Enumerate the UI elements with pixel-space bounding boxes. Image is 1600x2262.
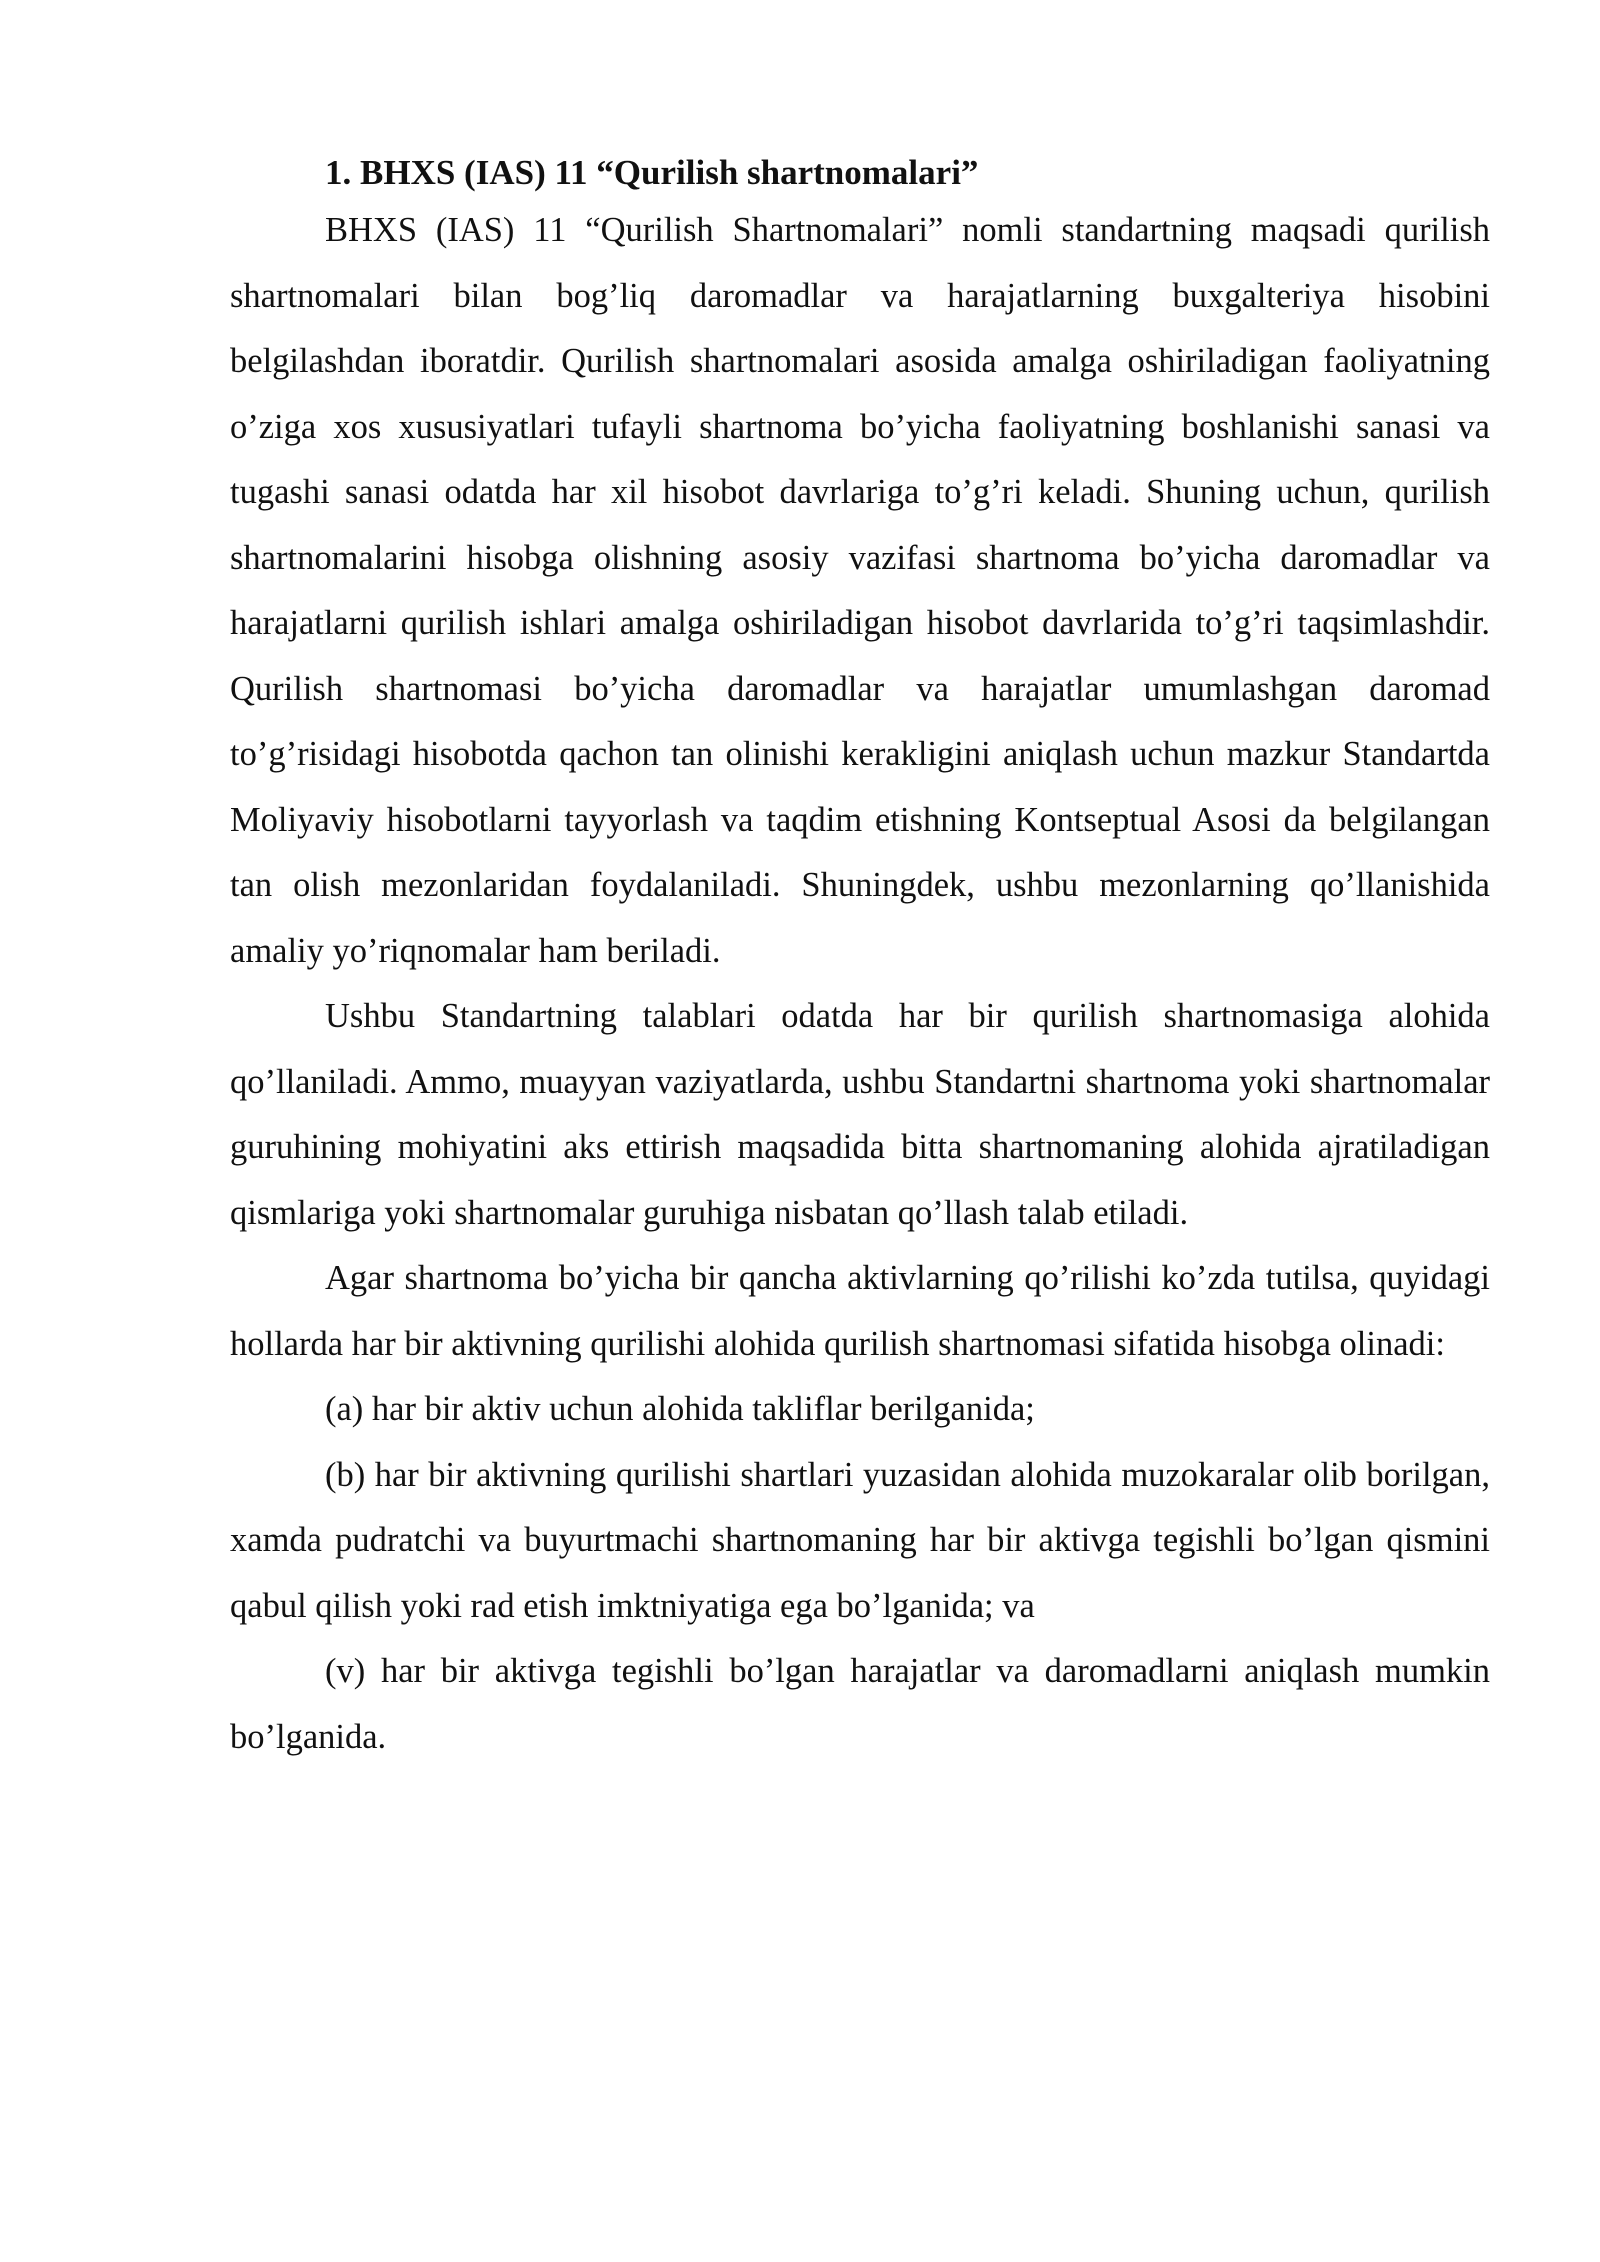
document-body <box>230 148 1490 1770</box>
list-item-a: (a) har bir aktiv uchun alohida takliflar berilganida; <box>325 1390 1035 1428</box>
paragraph-requirements: Ushbu Standartning talablari odatda har bir qurilish shartnomasiga alohida qo’llaniladi. Ammo, muayyan vaziyatlarda, ushbu Standartni shartnoma yoki shartnomalar guruhining mohiyatini aks ettirish maqsadida bitta shartnomaning alohida ajratiladigan qismlariga yoki shartnomalar guruhiga nisbatan qo’llash talab etiladi. <box>230 997 1490 1232</box>
list-item-b: (b) har bir aktivning qurilishi shartlari yuzasidan alohida muzokaralar olib borilgan, xamda pudratchi va buyurtmachi shartnomaning har bir aktivga tegishli bo’lgan qismini qabul qilish yoki rad etish imktniyatiga ega bo’lganida; va <box>230 1455 1490 1625</box>
section-heading: 1. BHXS (IAS) 11 “Qurilish shartnomalari” <box>325 153 979 192</box>
list-item-v: (v) har bir aktivga tegishli bo’lgan harajatlar va daromadlarni aniqlash mumkin bo’lganida. <box>230 1652 1490 1756</box>
paragraph-purpose: BHXS (IAS) 11 “Qurilish Shartnomalari” nomli standartning maqsadi qurilish shartnomalari bilan bog’liq daromadlar va harajatlarning buxgalteriya hisobini belgilashdan iboratdir. Qurilish shartnomalari asosida amalga oshiriladigan faoliyatning o’ziga xos xususiyatlari tufayli shartnoma bo’yicha faoliyatning boshlanishi sanasi va tugashi sanasi odatda har xil hisobot davrlariga to’g’ri keladi. Shuning uchun, qurilish shartnomalarini hisobga olishning asosiy vazifasi shartnoma bo’yicha daromadlar va harajatlarni qurilish ishlari amalga oshiriladigan hisobot davrlarida to’g’ri taqsimlashdir. Qurilish shartnomasi bo’yicha daromadlar va harajatlar umumlashgan daromad to’g’risidagi hisobotda qachon tan olinishi kerakligini aniqlash uchun mazkur Standartda Moliyaviy hisobotlarni tayyorlash va taqdim etishning Kontseptual Asosi da belgilangan tan olish mezonlaridan foydalaniladi. Shuningdek, ushbu mezonlarning qo’llanishida amaliy yo’riqnomalar ham beriladi. <box>230 211 1490 970</box>
paragraph-multiple-assets: Agar shartnoma bo’yicha bir qancha aktivlarning qo’rilishi ko’zda tutilsa, quyidagi hollarda har bir aktivning qurilishi alohida qurilish shartnomasi sifatida hisobga olinadi: <box>230 1259 1490 1363</box>
